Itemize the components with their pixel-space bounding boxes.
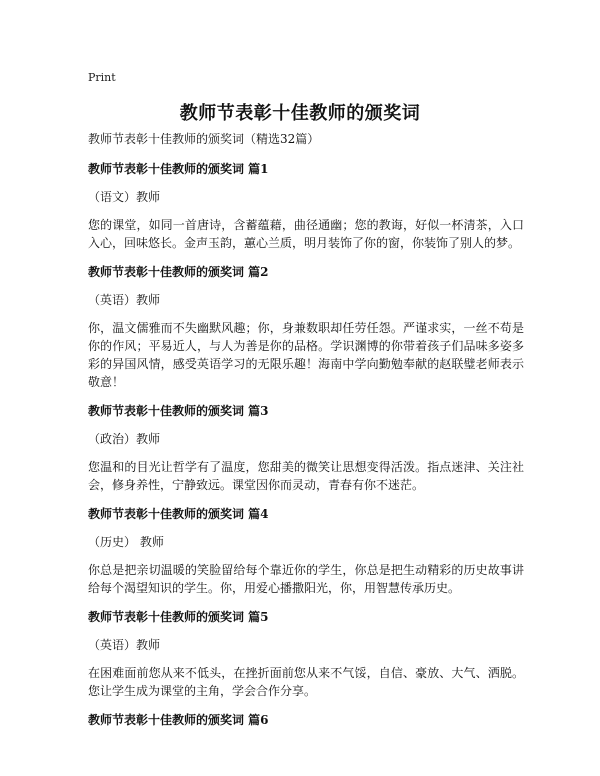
award-section-2 (88, 263, 524, 391)
document-subtitle: 教师节表彰十佳教师的颁奖词（精选32篇） (88, 132, 320, 146)
section-subject: （英语）教师 (88, 638, 161, 652)
section-text: 您温和的目光让哲学有了温度，您甜美的微笑让思想变得活泼。指点迷津、关注社会，修身养性，宁静致远。课堂因你而灵动，青春有你不迷茫。 (88, 460, 524, 492)
award-section-1 (88, 160, 524, 252)
section-heading: 教师节表彰十佳教师的颁奖词 篇6 (88, 713, 269, 727)
award-section-3 (88, 402, 524, 494)
award-section-5 (88, 608, 524, 700)
section-subject: （英语）教师 (88, 293, 161, 307)
section-text: 您的课堂，如同一首唐诗，含蓄蕴藉，曲径通幽；您的教诲，好似一杯清茶，入口入心，回味悠长。金声玉韵，蕙心兰质，明月装饰了你的窗，你装饰了别人的梦。 (88, 218, 524, 250)
section-heading: 教师节表彰十佳教师的颁奖词 篇5 (88, 610, 269, 624)
section-heading: 教师节表彰十佳教师的颁奖词 篇2 (88, 265, 269, 279)
section-heading: 教师节表彰十佳教师的颁奖词 篇3 (88, 404, 269, 418)
page-title: 教师节表彰十佳教师的颁奖词 (179, 103, 421, 124)
section-subject: （历史） 教师 (88, 535, 164, 549)
section-subject: （语文）教师 (88, 190, 161, 204)
section-heading: 教师节表彰十佳教师的颁奖词 篇1 (88, 162, 269, 176)
section-subject: （政治）教师 (88, 432, 161, 446)
award-section-6 (88, 711, 524, 729)
section-text: 你总是把亲切温暖的笑脸留给每个靠近你的学生，你总是把生动精彩的历史故事讲给每个渴望知识的学生。你，用爱心播撒阳光，你，用智慧传承历史。 (88, 563, 524, 595)
section-text: 你，温文儒雅而不失幽默风趣；你，身兼数职却任劳任怨。严谨求实，一丝不苟是你的作风；平易近人，与人为善是你的品格。学识渊博的你带着孩子们品味多姿多彩的异国风情，感受英语学习的无限乐趣！海南中学向勤勉奉献的赵联璧老师表示敬意！ (88, 321, 524, 389)
section-text: 在困难面前您从来不低头，在挫折面前您从来不气馁，自信、豪放、大气、洒脱。您让学生成为课堂的主角，学会合作分享。 (88, 666, 524, 698)
document-body (88, 130, 524, 739)
section-heading: 教师节表彰十佳教师的颁奖词 篇4 (88, 507, 269, 521)
print-link[interactable]: Print (88, 71, 116, 84)
award-section-4 (88, 505, 524, 597)
